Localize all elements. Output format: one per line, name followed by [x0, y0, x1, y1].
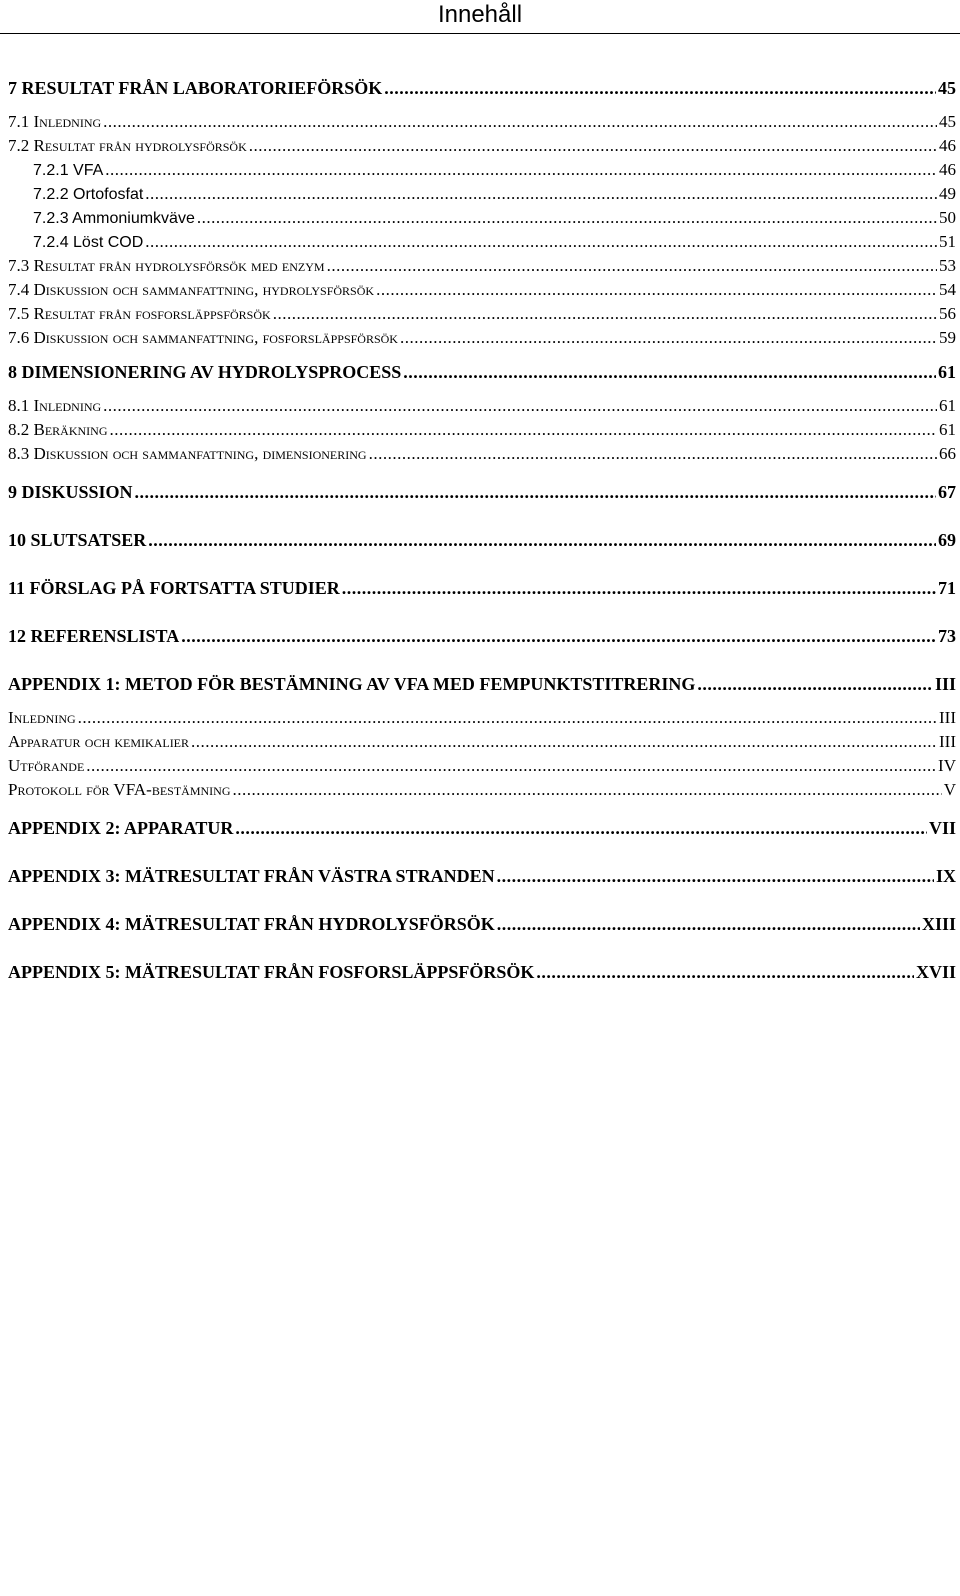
dot-leader [376, 280, 937, 300]
toc-entry-page-number: 66 [939, 444, 956, 463]
toc-entry-page-number: V [943, 780, 956, 799]
dot-leader [536, 962, 914, 983]
toc-entry-label: APPENDIX 2: APPARATUR [8, 818, 234, 838]
toc-entry-label: 8.3 Diskussion och sammanfattning, dimensionering [8, 444, 367, 463]
toc-entry-label: 8.1 Inledning [8, 396, 102, 415]
toc-entry[interactable] [8, 184, 956, 204]
toc-entry[interactable] [8, 866, 956, 887]
toc-entry-page-number: IV [938, 756, 956, 775]
toc-entry-label: 12 REFERENSLISTA [8, 626, 180, 646]
toc-entry-label: 7.6 Diskussion och sammanfattning, fosforsläppsförsök [8, 328, 398, 347]
dot-leader [233, 780, 942, 800]
toc-entry-label: 7.1 Inledning [8, 112, 102, 131]
dot-leader [191, 732, 937, 752]
toc-entry-page-number: 61 [938, 362, 956, 382]
toc-entry-label: 9 DISKUSSION [8, 482, 133, 502]
toc-entry[interactable] [8, 444, 956, 464]
toc-entry[interactable] [8, 78, 956, 99]
toc-entry[interactable] [8, 396, 956, 416]
toc-entry-page-number: 46 [939, 136, 956, 155]
dot-leader [145, 184, 937, 204]
toc-entry-label: 7.2.4 Löst COD [33, 234, 144, 251]
toc-entry-page-number: 45 [938, 78, 956, 98]
toc-entry-page-number: 56 [939, 304, 956, 323]
toc-entry-page-number: 45 [939, 112, 956, 131]
toc-entry-label: APPENDIX 3: MÄTRESULTAT FRÅN VÄSTRA STRANDEN [8, 866, 495, 886]
toc-entry-label: 8 DIMENSIONERING AV HYDROLYSPROCESS [8, 362, 402, 382]
dot-leader [697, 674, 933, 695]
toc-entry-page-number: III [939, 732, 956, 751]
toc-entry-label: APPENDIX 1: METOD FÖR BESTÄMNING AV VFA MED FEMPUNKTSTITRERING [8, 674, 696, 694]
toc-entry[interactable] [8, 732, 956, 752]
dot-leader [103, 112, 937, 132]
toc-entry[interactable] [8, 482, 956, 503]
toc-entry-page-number: IX [935, 866, 956, 886]
toc-entry-label: Protokoll för VFA-bestämning [8, 780, 231, 799]
toc-entry[interactable] [8, 328, 956, 348]
page-title: Innehåll [437, 1, 523, 28]
page-header [0, 0, 960, 34]
dot-leader [235, 818, 927, 839]
toc-entry[interactable] [8, 304, 956, 324]
toc-entry[interactable] [8, 708, 956, 728]
toc-entry-page-number: 73 [938, 626, 956, 646]
dot-leader [369, 444, 937, 464]
toc-entry-label: APPENDIX 4: MÄTRESULTAT FRÅN HYDROLYSFÖRSÖK [8, 914, 495, 934]
toc-entry-page-number: 50 [939, 208, 956, 227]
toc-entry-label: 8.2 Beräkning [8, 420, 108, 439]
toc-entry-label: 11 FÖRSLAG PÅ FORTSATTA STUDIER [8, 578, 340, 598]
toc-entry[interactable] [8, 962, 956, 983]
toc-entry-page-number: 61 [939, 396, 956, 415]
toc-entry-label: 7 RESULTAT FRÅN LABORATORIEFÖRSÖK [8, 78, 383, 98]
toc-entry-page-number: XIII [921, 914, 956, 934]
toc-entry-page-number: 49 [939, 184, 956, 203]
dot-leader [86, 756, 936, 776]
toc-entry-page-number: 53 [939, 256, 956, 275]
dot-leader [497, 914, 920, 935]
toc-entry-page-number: VII [928, 818, 956, 838]
toc-entry[interactable] [8, 818, 956, 839]
toc-entry-page-number: XVII [915, 962, 956, 982]
toc-entry-label: Utförande [8, 756, 85, 775]
toc-entry[interactable] [8, 780, 956, 800]
dot-leader [400, 328, 937, 348]
toc-entry-page-number: III [934, 674, 956, 694]
toc-entry[interactable] [8, 420, 956, 440]
toc-entry[interactable] [8, 208, 956, 228]
toc-entry[interactable] [8, 256, 956, 276]
dot-leader [135, 482, 936, 503]
toc-entry[interactable] [8, 530, 956, 551]
toc-entry[interactable] [8, 362, 956, 383]
toc-entry-page-number: 67 [938, 482, 956, 502]
dot-leader [148, 530, 936, 551]
toc-entry-label: 7.3 Resultat från hydrolysförsök med enzym [8, 256, 325, 275]
toc-entry-page-number: 69 [938, 530, 956, 550]
toc-entry[interactable] [8, 136, 956, 156]
toc-entry-label: 7.2.3 Ammoniumkväve [33, 210, 195, 227]
toc-entry-page-number: 61 [939, 420, 956, 439]
toc-entry-page-number: 51 [939, 232, 956, 251]
toc-entry-label: 7.2.1 VFA [33, 162, 104, 179]
toc-entry-label: Apparatur och kemikalier [8, 732, 190, 751]
toc-entry[interactable] [8, 756, 956, 776]
dot-leader [249, 136, 937, 156]
toc-entry[interactable] [8, 160, 956, 180]
dot-leader [342, 578, 936, 599]
toc-entry-label: 7.5 Resultat från fosforsläppsförsök [8, 304, 271, 323]
toc-entry-page-number: 54 [939, 280, 956, 299]
toc-entry[interactable] [8, 112, 956, 132]
dot-leader [145, 232, 937, 252]
toc-entry[interactable] [8, 232, 956, 252]
dot-leader [181, 626, 936, 647]
toc-entry-label: 7.2 Resultat från hydrolysförsök [8, 136, 247, 155]
toc-entry-label: 7.4 Diskussion och sammanfattning, hydrolysförsök [8, 280, 375, 299]
toc-entry-page-number: 59 [939, 328, 956, 347]
dot-leader [110, 420, 938, 440]
toc-entry[interactable] [8, 578, 956, 599]
dot-leader [403, 362, 936, 383]
toc-entry-label: Inledning [8, 708, 76, 727]
dot-leader [273, 304, 937, 324]
toc-entry[interactable] [8, 914, 956, 935]
toc-entry-page-number: 46 [939, 160, 956, 179]
toc-entry-label: 7.2.2 Ortofosfat [33, 186, 144, 203]
dot-leader [105, 160, 937, 180]
toc-entry[interactable] [8, 280, 956, 300]
dot-leader [497, 866, 934, 887]
toc-entry-label: 10 SLUTSATSER [8, 530, 147, 550]
toc-entry-page-number: III [939, 708, 956, 727]
toc-entry[interactable] [8, 674, 956, 695]
dot-leader [384, 78, 936, 99]
toc-entry-page-number: 71 [938, 578, 956, 598]
dot-leader [103, 396, 937, 416]
toc-entry-label: APPENDIX 5: MÄTRESULTAT FRÅN FOSFORSLÄPPSFÖRSÖK [8, 962, 535, 982]
dot-leader [78, 708, 937, 728]
toc-entry[interactable] [8, 626, 956, 647]
dot-leader [197, 208, 937, 228]
dot-leader [327, 256, 937, 276]
